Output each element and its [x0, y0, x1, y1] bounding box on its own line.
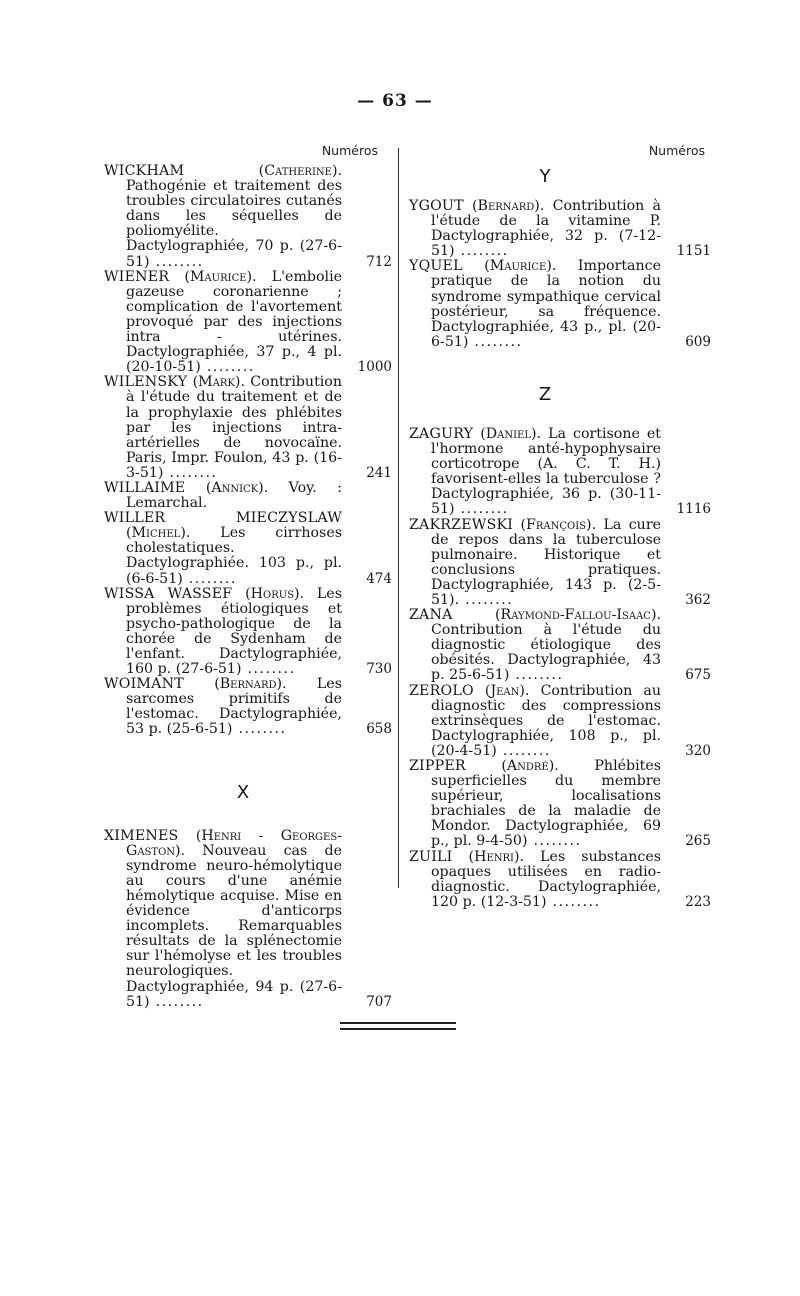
author-given-name: (Raymond-Fallou-Isaac).: [495, 607, 661, 624]
thesis-description: Les sarcomes primitifs de l'estomac. Dactylographiée, 53 p. (25-6-51): [126, 676, 342, 738]
leader-dots: ........: [454, 501, 509, 518]
author-surname: WICKHAM: [104, 163, 185, 179]
thesis-number: 658: [366, 721, 392, 738]
thesis-entry: [409, 427, 711, 518]
thesis-number: 609: [685, 333, 711, 350]
leader-dots: ........: [454, 243, 509, 260]
entry-list-y: [409, 199, 711, 350]
thesis-number: 707: [366, 993, 392, 1010]
thesis-entry: [104, 511, 392, 586]
leader-dots: ........: [459, 591, 514, 608]
leader-dots: ........: [241, 661, 296, 678]
right-column: [409, 143, 711, 910]
entry-list-x: [104, 829, 392, 1010]
author-surname: ZEROLO: [409, 682, 474, 699]
thesis-number: 1116: [676, 501, 711, 518]
author-surname: YGOUT: [409, 198, 464, 214]
author-surname: WISSA WASSEF: [104, 585, 233, 602]
thesis-number: 241: [366, 464, 392, 481]
leader-dots: ........: [149, 253, 204, 270]
leader-dots: ........: [232, 721, 287, 738]
thesis-entry: [104, 270, 392, 376]
section-letter-z: Z: [538, 383, 552, 405]
leader-dots: ........: [149, 993, 204, 1010]
thesis-description: Phlébites superficielles du membre supérieur, localisations brachiales de la maladie de Mondor. Dactylographiée, 69 p., pl. 9-4-50): [431, 758, 662, 850]
author-given-name: (André).: [501, 758, 559, 774]
thesis-entry: [104, 587, 392, 678]
thesis-entry: [104, 164, 392, 270]
author-given-name: (Mark).: [192, 374, 245, 391]
author-surname: ZAGURY: [409, 425, 474, 442]
thesis-number: 1151: [676, 243, 711, 260]
thesis-entry: [409, 518, 711, 609]
thesis-description: Contribution à l'étude du traitement et de la prophylaxie des phlébites par les injections intra-artérielles de novocaïne. Paris, Impr. Foulon, 43 p. (16-3-51): [126, 374, 342, 481]
author-given-name: (Bernard).: [214, 676, 287, 693]
author-given-name: (Daniel).: [480, 425, 542, 442]
thesis-number: 265: [685, 833, 711, 850]
author-surname: XIMENES: [104, 827, 179, 844]
thesis-entry: [409, 684, 711, 759]
author-surname: WILLAIME: [104, 479, 186, 496]
leader-dots: ........: [527, 833, 582, 850]
left-column: [104, 143, 392, 1010]
author-surname: WILLER MIECZYSLAW: [104, 510, 342, 527]
thesis-entry: [409, 608, 711, 683]
author-given-name: (Maurice).: [484, 258, 557, 275]
thesis-description: La cortisone et l'hormone anté-hypophysaire corticotrope (A. C. T. H.) favorisent-elles la tuberculose ? Dactylographiée, 36 p. (30-11-51): [431, 425, 661, 518]
thesis-description: L'embolie gazeuse coronarienne ; complication de l'avortement provoqué par des injections intra - utérines. Dactylographiée, 37 p., 4 pl. (20-10-51): [126, 268, 342, 376]
author-given-name: (Maurice).: [184, 268, 257, 285]
thesis-description: Les problèmes étiologiques et psycho-pathologique de la chorée de Sydenham de l'enfant. Dactylographiée, 160 p. (27-6-51): [126, 585, 342, 678]
thesis-entry: [409, 850, 711, 910]
thesis-entry: [104, 829, 392, 1010]
author-given-name: (Henri - Georges-Gaston).: [126, 827, 342, 859]
section-letter-x: X: [236, 781, 250, 803]
section-letter-y: Y: [539, 166, 551, 187]
thesis-number: 223: [685, 893, 711, 910]
author-surname: WIENER: [104, 268, 170, 285]
thesis-description: La cure de repos dans la tuberculose pulmonaire. Historique et conclusions pratiques. Dactylographiée, 143 p. (2-5-51).: [431, 516, 661, 608]
leader-dots: ........: [163, 464, 218, 481]
author-given-name: (Horus).: [245, 585, 305, 602]
author-surname: ZAKRZEWSKI: [409, 516, 514, 533]
author-given-name: (Catherine).: [258, 163, 342, 179]
leader-dots: ........: [200, 359, 255, 376]
column-divider: [398, 148, 399, 888]
leader-dots: ........: [509, 667, 564, 684]
author-surname: WOIMANT: [104, 676, 184, 693]
author-surname: YQUEL: [409, 258, 463, 275]
thesis-description: Les substances opaques utilisées en radio-diagnostic. Dactylographiée, 120 p. (12-3-51): [431, 848, 662, 910]
author-surname: WILENSKY: [104, 374, 188, 391]
thesis-number: 730: [366, 661, 392, 678]
thesis-number: 712: [366, 253, 392, 270]
thesis-entry: [104, 677, 392, 737]
author-given-name: (Jean).: [484, 682, 530, 699]
author-surname: ZIPPER: [409, 758, 466, 774]
thesis-entry: [104, 375, 392, 481]
thesis-description: Contribution au diagnostic des compressions extrinsèques de l'estomac. Dactylographiée, 108 p., pl. (20-4-51): [431, 682, 661, 759]
numeros-header: Numéros: [321, 143, 378, 158]
author-given-name: (Annick).: [205, 479, 269, 496]
leader-dots: ........: [546, 893, 601, 910]
thesis-number: 320: [685, 742, 711, 759]
thesis-description: Les cirrhoses cholestatiques. Dactylographiée. 103 p., pl. (6-6-51): [126, 525, 342, 587]
thesis-description: Importance pratique de la notion du syndrome sympathique cervical postérieur, sa fréquence. Dactylographiée, 43 p., pl. (20-6-51): [431, 258, 661, 350]
thesis-description: Contribution à l'étude du diagnostic étiologique des obésités. Dactylographiée, 43 p. 25-6-51): [431, 622, 661, 684]
thesis-entry: [104, 481, 392, 511]
author-given-name: (Henri).: [468, 848, 525, 865]
thesis-entry: [409, 259, 711, 350]
author-surname: ZUILI: [409, 848, 453, 865]
leader-dots: ........: [468, 333, 523, 350]
author-given-name: (François).: [520, 516, 597, 533]
author-surname: ZANA: [409, 607, 453, 624]
thesis-number: 362: [685, 591, 711, 608]
thesis-number: 1000: [357, 359, 392, 376]
entry-list-z: [409, 427, 711, 910]
leader-dots: ........: [496, 742, 551, 759]
thesis-number: 474: [366, 570, 392, 587]
thesis-description: Voy. : Lemarchal.: [126, 479, 342, 512]
entry-list-w: [104, 164, 392, 738]
author-given-name: (Bernard).: [472, 198, 545, 214]
leader-dots: ........: [182, 570, 237, 587]
numeros-header: Numéros: [648, 143, 705, 158]
page-number: — 63 —: [357, 91, 433, 111]
thesis-description: Contribution à l'étude de la vitamine P. Dactylographiée, 32 p. (7-12-51): [431, 198, 661, 260]
thesis-entry: [409, 759, 711, 850]
thesis-description: Pathogénie et traitement des troubles circulatoires cutanés dans les séquelles de poliomyélite. Dactylographiée, 70 p. (27-6-51): [126, 178, 342, 270]
author-given-name: (Michel).: [126, 525, 191, 542]
footer-rule: [340, 1028, 456, 1030]
thesis-number: 675: [685, 667, 711, 684]
footer-rule: [340, 1022, 456, 1024]
thesis-description: Nouveau cas de syndrome neuro-hémolytique au cours d'une anémie hémolytique acquise. Mise en évidence d'anticorps incomplets. Remarquables résultats de la splénectomie sur l'hémolyse et les troubles neurologiques. Dactylographiée, 94 p. (27-6-51): [126, 842, 342, 1010]
thesis-entry: [409, 199, 711, 259]
